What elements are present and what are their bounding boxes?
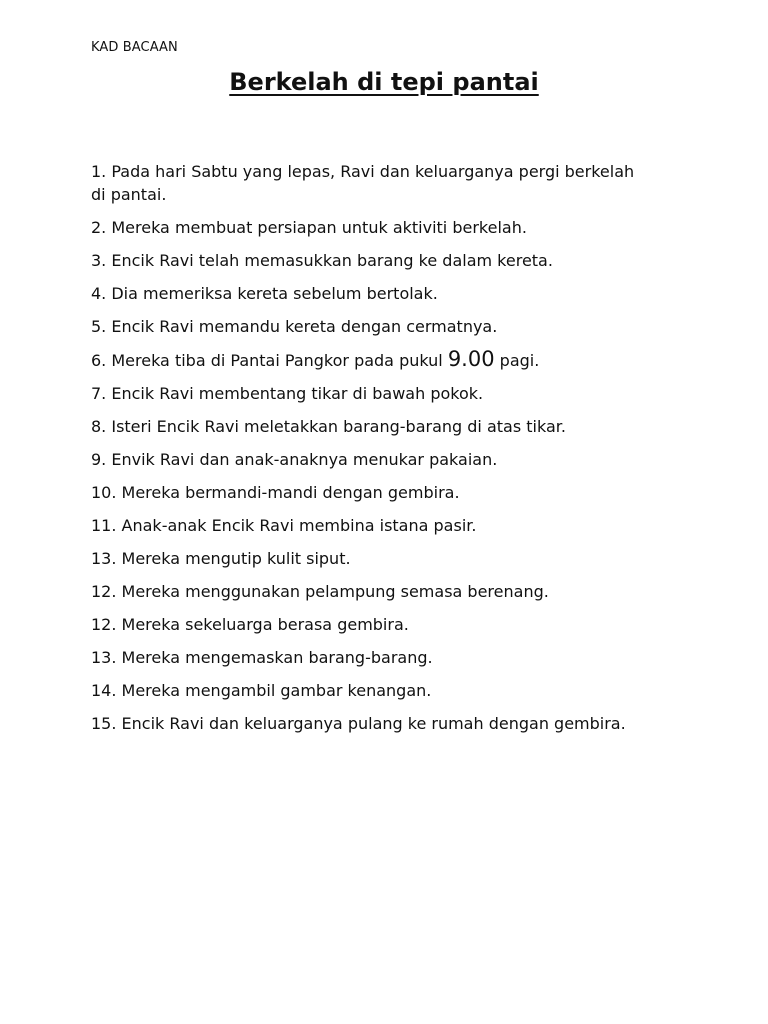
list-item: 1. Pada hari Sabtu yang lepas, Ravi dan keluarganya pergi berkelah di pantai.: [91, 162, 635, 204]
sentence-list: [91, 160, 651, 745]
header-label: KAD BACAAN: [91, 40, 178, 55]
list-item: 5. Encik Ravi memandu kereta dengan cermatnya.: [91, 317, 498, 336]
list-item: [91, 348, 651, 372]
list-item: 2. Mereka membuat persiapan untuk aktiviti berkelah.: [91, 218, 527, 237]
item-text-after: pagi.: [494, 351, 540, 370]
list-item: 13. Mereka mengemaskan barang-barang.: [91, 648, 433, 667]
list-item: 11. Anak-anak Encik Ravi membina istana pasir.: [91, 516, 477, 535]
list-item: 10. Mereka bermandi-mandi dengan gembira.: [91, 483, 460, 502]
page-title: Berkelah di tepi pantai: [229, 68, 539, 96]
list-item: 4. Dia memeriksa kereta sebelum bertolak.: [91, 284, 438, 303]
item-time: 9.00: [447, 347, 495, 371]
list-item: 12. Mereka menggunakan pelampung semasa berenang.: [91, 582, 549, 601]
list-item: 12. Mereka sekeluarga berasa gembira.: [91, 615, 409, 634]
list-item: 9. Envik Ravi dan anak-anaknya menukar pakaian.: [91, 450, 498, 469]
item-text-before: 6. Mereka tiba di Pantai Pangkor pada pukul: [91, 351, 448, 370]
list-item: 7. Encik Ravi membentang tikar di bawah pokok.: [91, 384, 484, 403]
list-item: 14. Mereka mengambil gambar kenangan.: [91, 681, 432, 700]
list-item: 15. Encik Ravi dan keluarganya pulang ke rumah dengan gembira.: [91, 714, 626, 733]
list-item: 3. Encik Ravi telah memasukkan barang ke dalam kereta.: [91, 251, 553, 270]
list-item: 13. Mereka mengutip kulit siput.: [91, 549, 351, 568]
list-item: 8. Isteri Encik Ravi meletakkan barang-barang di atas tikar.: [91, 417, 566, 436]
